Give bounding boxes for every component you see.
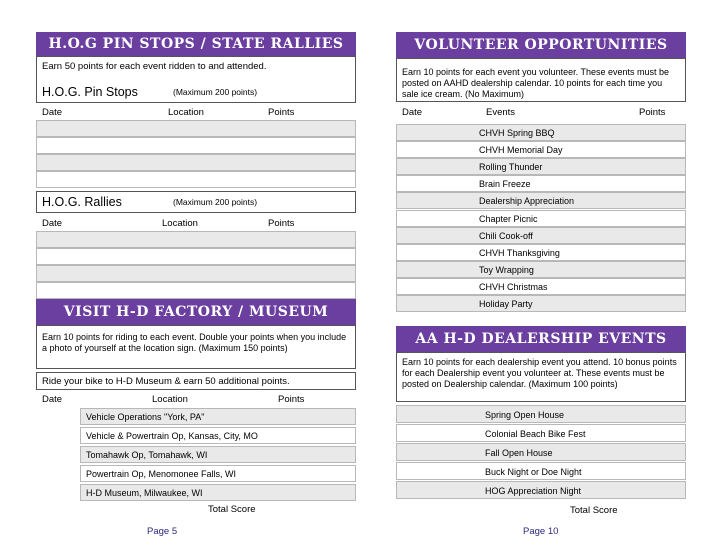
- museum-bonus-box: [36, 372, 356, 390]
- left-page-number: Page 5: [147, 526, 178, 537]
- volunteer-banner: VOLUNTEER OPPORTUNITIES: [396, 32, 686, 58]
- dealer-description-box: [396, 352, 686, 402]
- volunteer-description-box: [396, 58, 686, 102]
- volunteer-event-row-label: CHVH Christmas: [479, 281, 548, 292]
- dealer-event-row-label: Buck Night or Doe Night: [485, 467, 582, 477]
- rally-row[interactable]: [36, 231, 356, 248]
- factory-location-row-label: Powertrain Op, Menomonee Falls, WI: [86, 469, 237, 479]
- factory-description-box: [36, 325, 356, 369]
- dealer-event-row[interactable]: [396, 462, 686, 480]
- rallies-max: (Maximum 200 points): [173, 197, 258, 207]
- factory-location-row-label: H-D Museum, Milwaukee, WI: [86, 488, 203, 498]
- volunteer-event-row[interactable]: [396, 158, 686, 175]
- volunteer-event-row[interactable]: [396, 227, 686, 244]
- factory-col-date: Date: [42, 394, 63, 405]
- dealer-event-row-label: Colonial Beach Bike Fest: [485, 429, 586, 439]
- left-total-score-label: Total Score: [208, 504, 256, 515]
- volunteer-event-row-label: Chapter Picnic: [479, 213, 538, 224]
- factory-location-row[interactable]: [80, 408, 356, 425]
- volunteer-event-row-label: CHVH Memorial Day: [479, 145, 563, 156]
- rally-row[interactable]: [36, 265, 356, 282]
- factory-location-row-label: Vehicle & Powertrain Op, Kansas, City, MO: [86, 431, 258, 441]
- factory-col-location: Location: [152, 394, 188, 405]
- volunteer-event-row[interactable]: [396, 278, 686, 295]
- factory-col-points: Points: [278, 394, 305, 405]
- volunteer-event-row[interactable]: [396, 141, 686, 158]
- factory-location-row[interactable]: [80, 427, 356, 444]
- volunteer-event-row[interactable]: [396, 210, 686, 227]
- rallies-header-box: [36, 191, 356, 213]
- pin-stop-row[interactable]: [36, 154, 356, 171]
- volunteer-event-row[interactable]: [396, 244, 686, 261]
- volunteer-event-row[interactable]: [396, 295, 686, 312]
- museum-bonus: Ride your bike to H-D Museum & earn 50 additional points.: [42, 376, 290, 387]
- volunteer-event-row[interactable]: [396, 261, 686, 278]
- dealer-event-row[interactable]: [396, 481, 686, 499]
- volunteer-col-points: Points: [639, 107, 666, 118]
- dealer-event-row[interactable]: [396, 424, 686, 442]
- volunteer-event-row-label: CHVH Spring BBQ: [479, 128, 555, 138]
- factory-location-row-label: Vehicle Operations "York, PA": [86, 412, 205, 422]
- right-page-number: Page 10: [523, 526, 559, 537]
- rallies-col-date: Date: [42, 218, 63, 229]
- hog-description-box: [36, 56, 356, 103]
- rally-row[interactable]: [36, 248, 356, 265]
- volunteer-event-row-label: Holiday Party: [479, 299, 533, 309]
- factory-location-row[interactable]: [80, 484, 356, 501]
- volunteer-event-row-label: Rolling Thunder: [479, 162, 543, 173]
- volunteer-event-row-label: CHVH Thanksgiving: [479, 247, 560, 258]
- volunteer-description: Earn 10 points for each event you volunteer. These events must be posted on AAHD dealership calendar. 10 points for each time you sale ice cream. (No Maximum): [402, 67, 669, 99]
- pin-stops-title: H.O.G. Pin Stops: [42, 85, 138, 99]
- factory-banner: VISIT H-D FACTORY / MUSEUM: [36, 299, 356, 325]
- volunteer-event-row[interactable]: [396, 192, 686, 209]
- volunteer-col-date: Date: [402, 107, 423, 118]
- pin-stop-row[interactable]: [36, 171, 356, 188]
- factory-location-row[interactable]: [80, 446, 356, 463]
- dealer-event-row-label: Spring Open House: [485, 410, 565, 420]
- pin-stop-row[interactable]: [36, 120, 356, 137]
- volunteer-col-events: Events: [486, 107, 516, 118]
- dealer-event-row[interactable]: [396, 443, 686, 461]
- volunteer-event-row-label: Chili Cook-off: [479, 230, 533, 241]
- dealer-description: Earn 10 points for each dealership event you attend. 10 bonus points for each Dealership event you volunteer at. These events must be posted on Dealership calendar. (Maximum 100 points): [402, 357, 677, 389]
- rally-row[interactable]: [36, 282, 356, 299]
- dealer-banner: AA H-D DEALERSHIP EVENTS: [396, 326, 686, 352]
- factory-location-row[interactable]: [80, 465, 356, 482]
- volunteer-event-row[interactable]: [396, 175, 686, 192]
- volunteer-event-row-label: Dealership Appreciation: [479, 196, 575, 207]
- rallies-col-points: Points: [268, 218, 295, 229]
- pin-stop-row[interactable]: [36, 137, 356, 154]
- pin-stops-col-date: Date: [42, 107, 63, 118]
- hog-banner: H.O.G PIN STOPS / STATE RALLIES: [36, 32, 356, 56]
- pin-stops-col-location: Location: [168, 107, 204, 118]
- dealer-event-row-label: Fall Open House: [485, 448, 553, 458]
- volunteer-event-row-label: Toy Wrapping: [479, 264, 534, 275]
- rallies-title: H.O.G. Rallies: [42, 195, 122, 209]
- pin-stops-col-points: Points: [268, 107, 295, 118]
- hog-description: Earn 50 points for each event ridden to and attended.: [42, 61, 267, 72]
- factory-description: Earn 10 points for riding to each event. Double your points when you include a photo of yourself at the location sign. (Maximum 150 points): [42, 332, 347, 353]
- dealer-event-row-label: HOG Appreciation Night: [485, 486, 582, 496]
- factory-location-row-label: Tomahawk Op, Tomahawk, WI: [86, 450, 208, 460]
- volunteer-event-row[interactable]: [396, 124, 686, 141]
- right-total-score-label: Total Score: [570, 505, 618, 516]
- volunteer-event-row-label: Brain Freeze: [479, 179, 531, 190]
- dealer-event-row[interactable]: [396, 405, 686, 423]
- pin-stops-max: (Maximum 200 points): [173, 87, 258, 97]
- rallies-col-location: Location: [162, 218, 198, 229]
